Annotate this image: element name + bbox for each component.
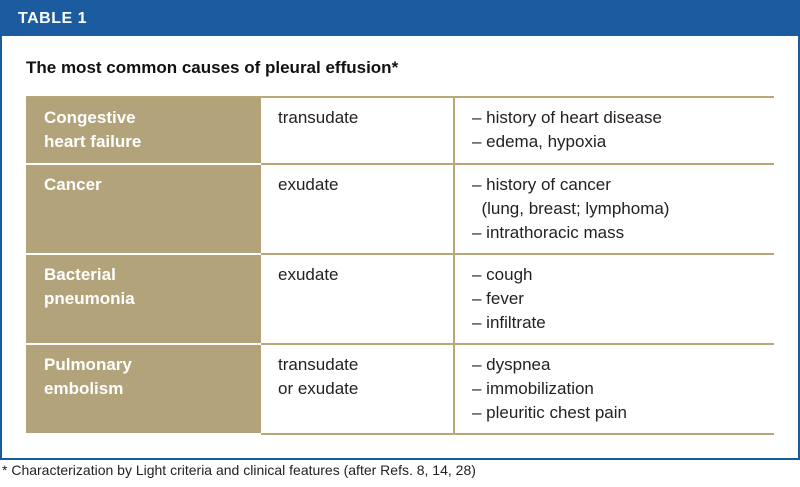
feature-item: – history of heart disease — [472, 108, 662, 127]
clinical-features-cell — [454, 98, 774, 164]
feature-item: – fever — [472, 289, 524, 308]
table-row — [26, 98, 774, 164]
effusion-type-cell — [261, 98, 454, 164]
feature-item: – dyspnea — [472, 355, 551, 374]
effusion-type-cell — [261, 254, 454, 344]
cause-text: heart failure — [44, 132, 142, 151]
clinical-features-cell — [454, 164, 774, 254]
table-caption: The most common causes of pleural effusion* — [26, 58, 399, 77]
cause-text: Congestive — [44, 108, 136, 127]
feature-item: – infiltrate — [472, 313, 546, 332]
effusion-type-cell — [261, 344, 454, 434]
table-footnote: * Characterization by Light criteria and clinical features (after Refs. 8, 14, 28) — [2, 462, 476, 478]
cause-cell — [26, 344, 261, 434]
feature-item: – edema, hypoxia — [472, 132, 607, 151]
effusion-type-text: transudate — [278, 108, 359, 127]
feature-item: (lung, breast; lymphoma) — [472, 199, 670, 218]
feature-item: – pleuritic chest pain — [472, 403, 627, 422]
feature-item: – intrathoracic mass — [472, 223, 625, 242]
cause-cell — [26, 164, 261, 254]
effusion-type-text: exudate — [278, 265, 339, 284]
clinical-features-cell — [454, 344, 774, 434]
table-row — [26, 164, 774, 254]
cause-text: Pulmonary — [44, 355, 132, 374]
causes-table — [26, 98, 774, 435]
feature-item: – immobilization — [472, 379, 594, 398]
table-row — [26, 344, 774, 434]
effusion-type-cell — [261, 164, 454, 254]
cause-text: Bacterial — [44, 265, 116, 284]
table-number-label: TABLE 1 — [18, 10, 87, 27]
table-header-bar — [2, 2, 798, 36]
cause-text: Cancer — [44, 175, 102, 194]
feature-item: – cough — [472, 265, 533, 284]
cause-cell — [26, 254, 261, 344]
clinical-features-cell — [454, 254, 774, 344]
feature-item: – history of cancer — [472, 175, 611, 194]
cause-text: embolism — [44, 379, 124, 398]
table-row — [26, 254, 774, 344]
effusion-type-text: transudate — [278, 355, 359, 374]
cause-text: pneumonia — [44, 289, 135, 308]
effusion-type-text: exudate — [278, 175, 339, 194]
effusion-type-text: or exudate — [278, 379, 359, 398]
cause-cell — [26, 98, 261, 164]
